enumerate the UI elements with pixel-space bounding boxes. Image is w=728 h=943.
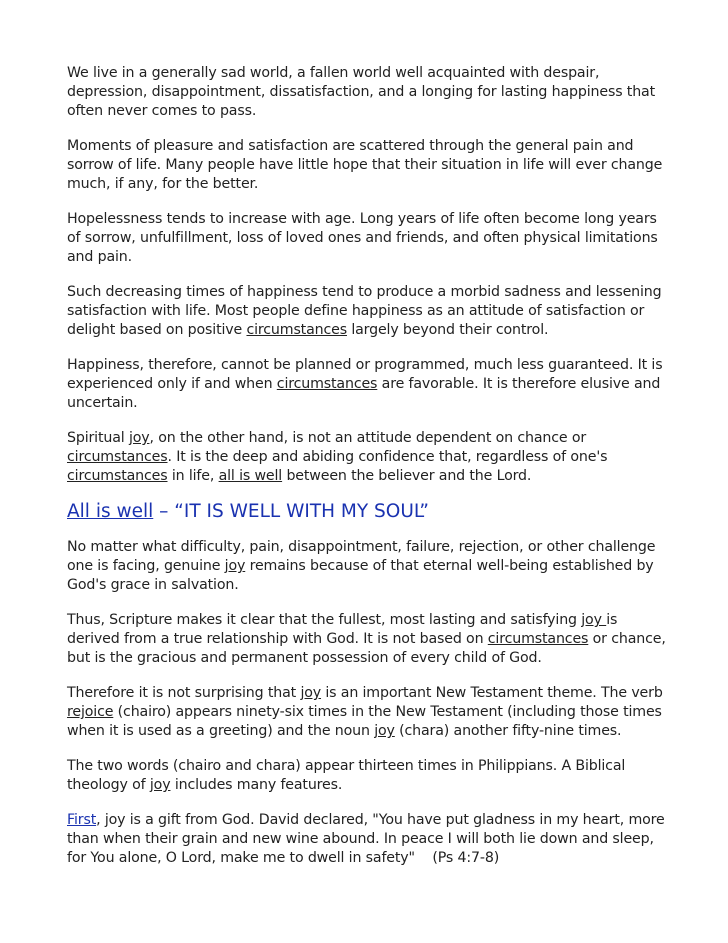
link-rejoice[interactable]: rejoice xyxy=(67,704,114,720)
link-joy[interactable]: joy xyxy=(149,777,171,793)
paragraph-10-text-b: includes many features. xyxy=(170,777,343,793)
paragraph-5-text-a: Happiness, therefore, cannot be planned or programmed, much less guaranteed. It is experienced only if and when xyxy=(67,357,663,392)
paragraph-2-text: Moments of pleasure and satisfaction are scattered through the general pain and sorrow of life. Many people have little hope that their situation in life will ever change much, if any, for the better. xyxy=(67,138,663,192)
link-joy[interactable]: joy xyxy=(128,430,150,446)
paragraph-7-text-a: No matter what difficulty, pain, disappointment, failure, rejection, or other challenge one is facing, genuine xyxy=(67,539,656,574)
paragraph-7 xyxy=(67,538,668,595)
link-joy[interactable]: joy xyxy=(224,558,246,574)
paragraph-11 xyxy=(67,811,668,868)
link-circumstances[interactable]: circumstances xyxy=(276,376,378,392)
paragraph-9 xyxy=(67,684,668,741)
link-first[interactable]: First xyxy=(67,812,97,828)
paragraph-3-text: Hopelessness tends to increase with age. Long years of life often become long years of sorrow, unfulfillment, loss of loved ones and friends, and often physical limitations and pain. xyxy=(67,211,658,265)
paragraph-6-text-b: , on the other hand, is not an attitude dependent on chance or xyxy=(149,430,587,446)
paragraph-6-text-d: in life, xyxy=(167,468,219,484)
paragraph-5-text-b: are favorable. It is therefore elusive and uncertain. xyxy=(67,376,661,411)
paragraph-9-text-b: is an important New Testament theme. The verb xyxy=(321,685,663,701)
link-all-is-well[interactable]: all is well xyxy=(218,468,283,484)
paragraph-6-text-c: . It is the deep and abiding confidence that, regardless of one's xyxy=(167,449,608,465)
paragraph-11-text-a: , joy is a gift from God. David declared, "You have put gladness in my heart, more than when their grain and new wine abound. In peace I will both lie down and sleep, for You alone, O Lord, make me to dwell in safety" (Ps 4:7-8) xyxy=(67,812,669,866)
paragraph-1-text: We live in a generally sad world, a fallen world well acquainted with despair, depression, disappointment, dissatisfaction, and a longing for lasting happiness that often never comes to pass. xyxy=(67,65,656,119)
paragraph-9-text-a: Therefore it is not surprising that xyxy=(67,685,301,701)
section-heading xyxy=(67,500,668,524)
paragraph-9-text-c: (chairo) appears ninety-six times in the New Testament (including those times when it is used as a greeting) and the noun xyxy=(67,704,662,739)
heading-dash: – xyxy=(153,501,175,522)
paragraph-3 xyxy=(67,210,668,267)
paragraph-8-text-a: Thus, Scripture makes it clear that the fullest, most lasting and satisfying xyxy=(67,612,582,628)
link-circumstances[interactable]: circumstances xyxy=(487,631,589,647)
paragraph-7-text-b: remains because of that eternal well-being established by God's grace in salvation. xyxy=(67,558,654,593)
paragraph-8 xyxy=(67,611,668,668)
paragraph-4 xyxy=(67,283,668,340)
paragraph-8-text-c: or chance, but is the gracious and permanent possession of every child of God. xyxy=(67,631,666,666)
heading-quote: “IT IS WELL WITH MY SOUL” xyxy=(174,501,429,522)
paragraph-8-text-b: is derived from a true relationship with God. It is not based on xyxy=(67,612,618,647)
paragraph-6-text-e: between the believer and the Lord. xyxy=(282,468,532,484)
heading-link-all-is-well[interactable]: All is well xyxy=(67,501,154,522)
paragraph-4-text-a: Such decreasing times of happiness tend to produce a morbid sadness and lessening satisfaction with life. Most people define happiness as an attitude of satisfaction or delight based on positive xyxy=(67,284,662,338)
paragraph-10-text-a: The two words (chairo and chara) appear thirteen times in Philippians. A Biblical theology of xyxy=(67,758,626,793)
paragraph-9-text-d: (chara) another fifty-nine times. xyxy=(394,723,622,739)
link-circumstances[interactable]: circumstances xyxy=(67,468,168,484)
paragraph-1 xyxy=(67,64,668,121)
link-joy[interactable]: joy xyxy=(300,685,322,701)
paragraph-6 xyxy=(67,429,668,486)
paragraph-2 xyxy=(67,137,668,194)
paragraph-10 xyxy=(67,757,668,795)
paragraph-6-text-a: Spiritual xyxy=(67,430,129,446)
paragraph-5 xyxy=(67,356,668,413)
link-joy[interactable]: joy xyxy=(581,612,607,628)
link-circumstances[interactable]: circumstances xyxy=(67,449,168,465)
paragraph-4-text-b: largely beyond their control. xyxy=(346,322,549,338)
link-circumstances[interactable]: circumstances xyxy=(246,322,347,338)
link-joy[interactable]: joy xyxy=(374,723,395,739)
